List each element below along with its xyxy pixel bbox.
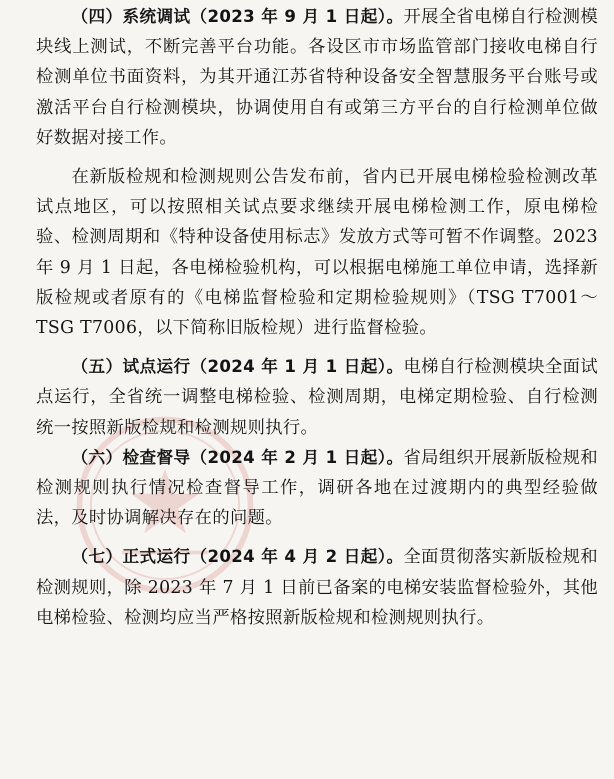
section-5-heading: （五）试点运行（2024 年 1 月 1 日起）。 <box>71 357 404 377</box>
section-6-heading: （六）检查督导（2024 年 2 月 1 日起）。 <box>71 447 404 467</box>
document-body <box>36 2 598 633</box>
paragraph-section-4 <box>36 2 598 153</box>
section-4-heading: （四）系统调试（2023 年 9 月 1 日起）。 <box>71 7 404 26</box>
section-4-body: 开展全省电梯自行检测模块线上测试，不断完善平台功能。各设区市市场监管部门接收电梯自行检测单位书面资料，为其开通江苏省特种设备安全智慧服务平台账号或激活平台自行检测模块，协调使用自有或第三方平台的自行检测单位做好数据对接工作。 <box>36 7 598 148</box>
paragraph-section-6 <box>36 443 598 534</box>
paragraph-section-7 <box>36 542 598 633</box>
paragraph-transition-note <box>36 162 598 343</box>
section-5-body: 电梯自行检测模块全面试点运行，全省统一调整电梯检验、检测周期，电梯定期检验、自行检测统一按照新版检规和检测规则执行。 <box>36 357 598 438</box>
section-7-heading: （七）正式运行（2024 年 4 月 2 日起）。 <box>71 547 404 567</box>
section-6-body: 省局组织开展新版检规和检测规则执行情况检查督导工作，调研各地在过渡期内的典型经验做法，及时协调解决存在的问题。 <box>36 447 598 529</box>
transition-note-body: 在新版检规和检测规则公告发布前，省内已开展电梯检验检测改革试点地区，可以按照相关试点要求继续开展电梯检测工作，原电梯检验、检测周期和《特种设备使用标志》发放方式等可暂不作调整。2023 年 9 月 1 日起，各电梯检验机构，可以根据电梯施工单位申请，选择新版检规或者原有的《电梯监督检验和定期检验规则》（TSG T7001～TSG T7006，以下简称旧版检规）进行监督检验。 <box>36 167 598 339</box>
paragraph-section-5 <box>36 352 598 443</box>
section-7-body: 全面贯彻落实新版检规和检测规则，除 2023 年 7 月 1 日前已备案的电梯安装监督检验外，其他电梯检验、检测均应当严格按照新版检规和检测规则执行。 <box>36 547 598 628</box>
